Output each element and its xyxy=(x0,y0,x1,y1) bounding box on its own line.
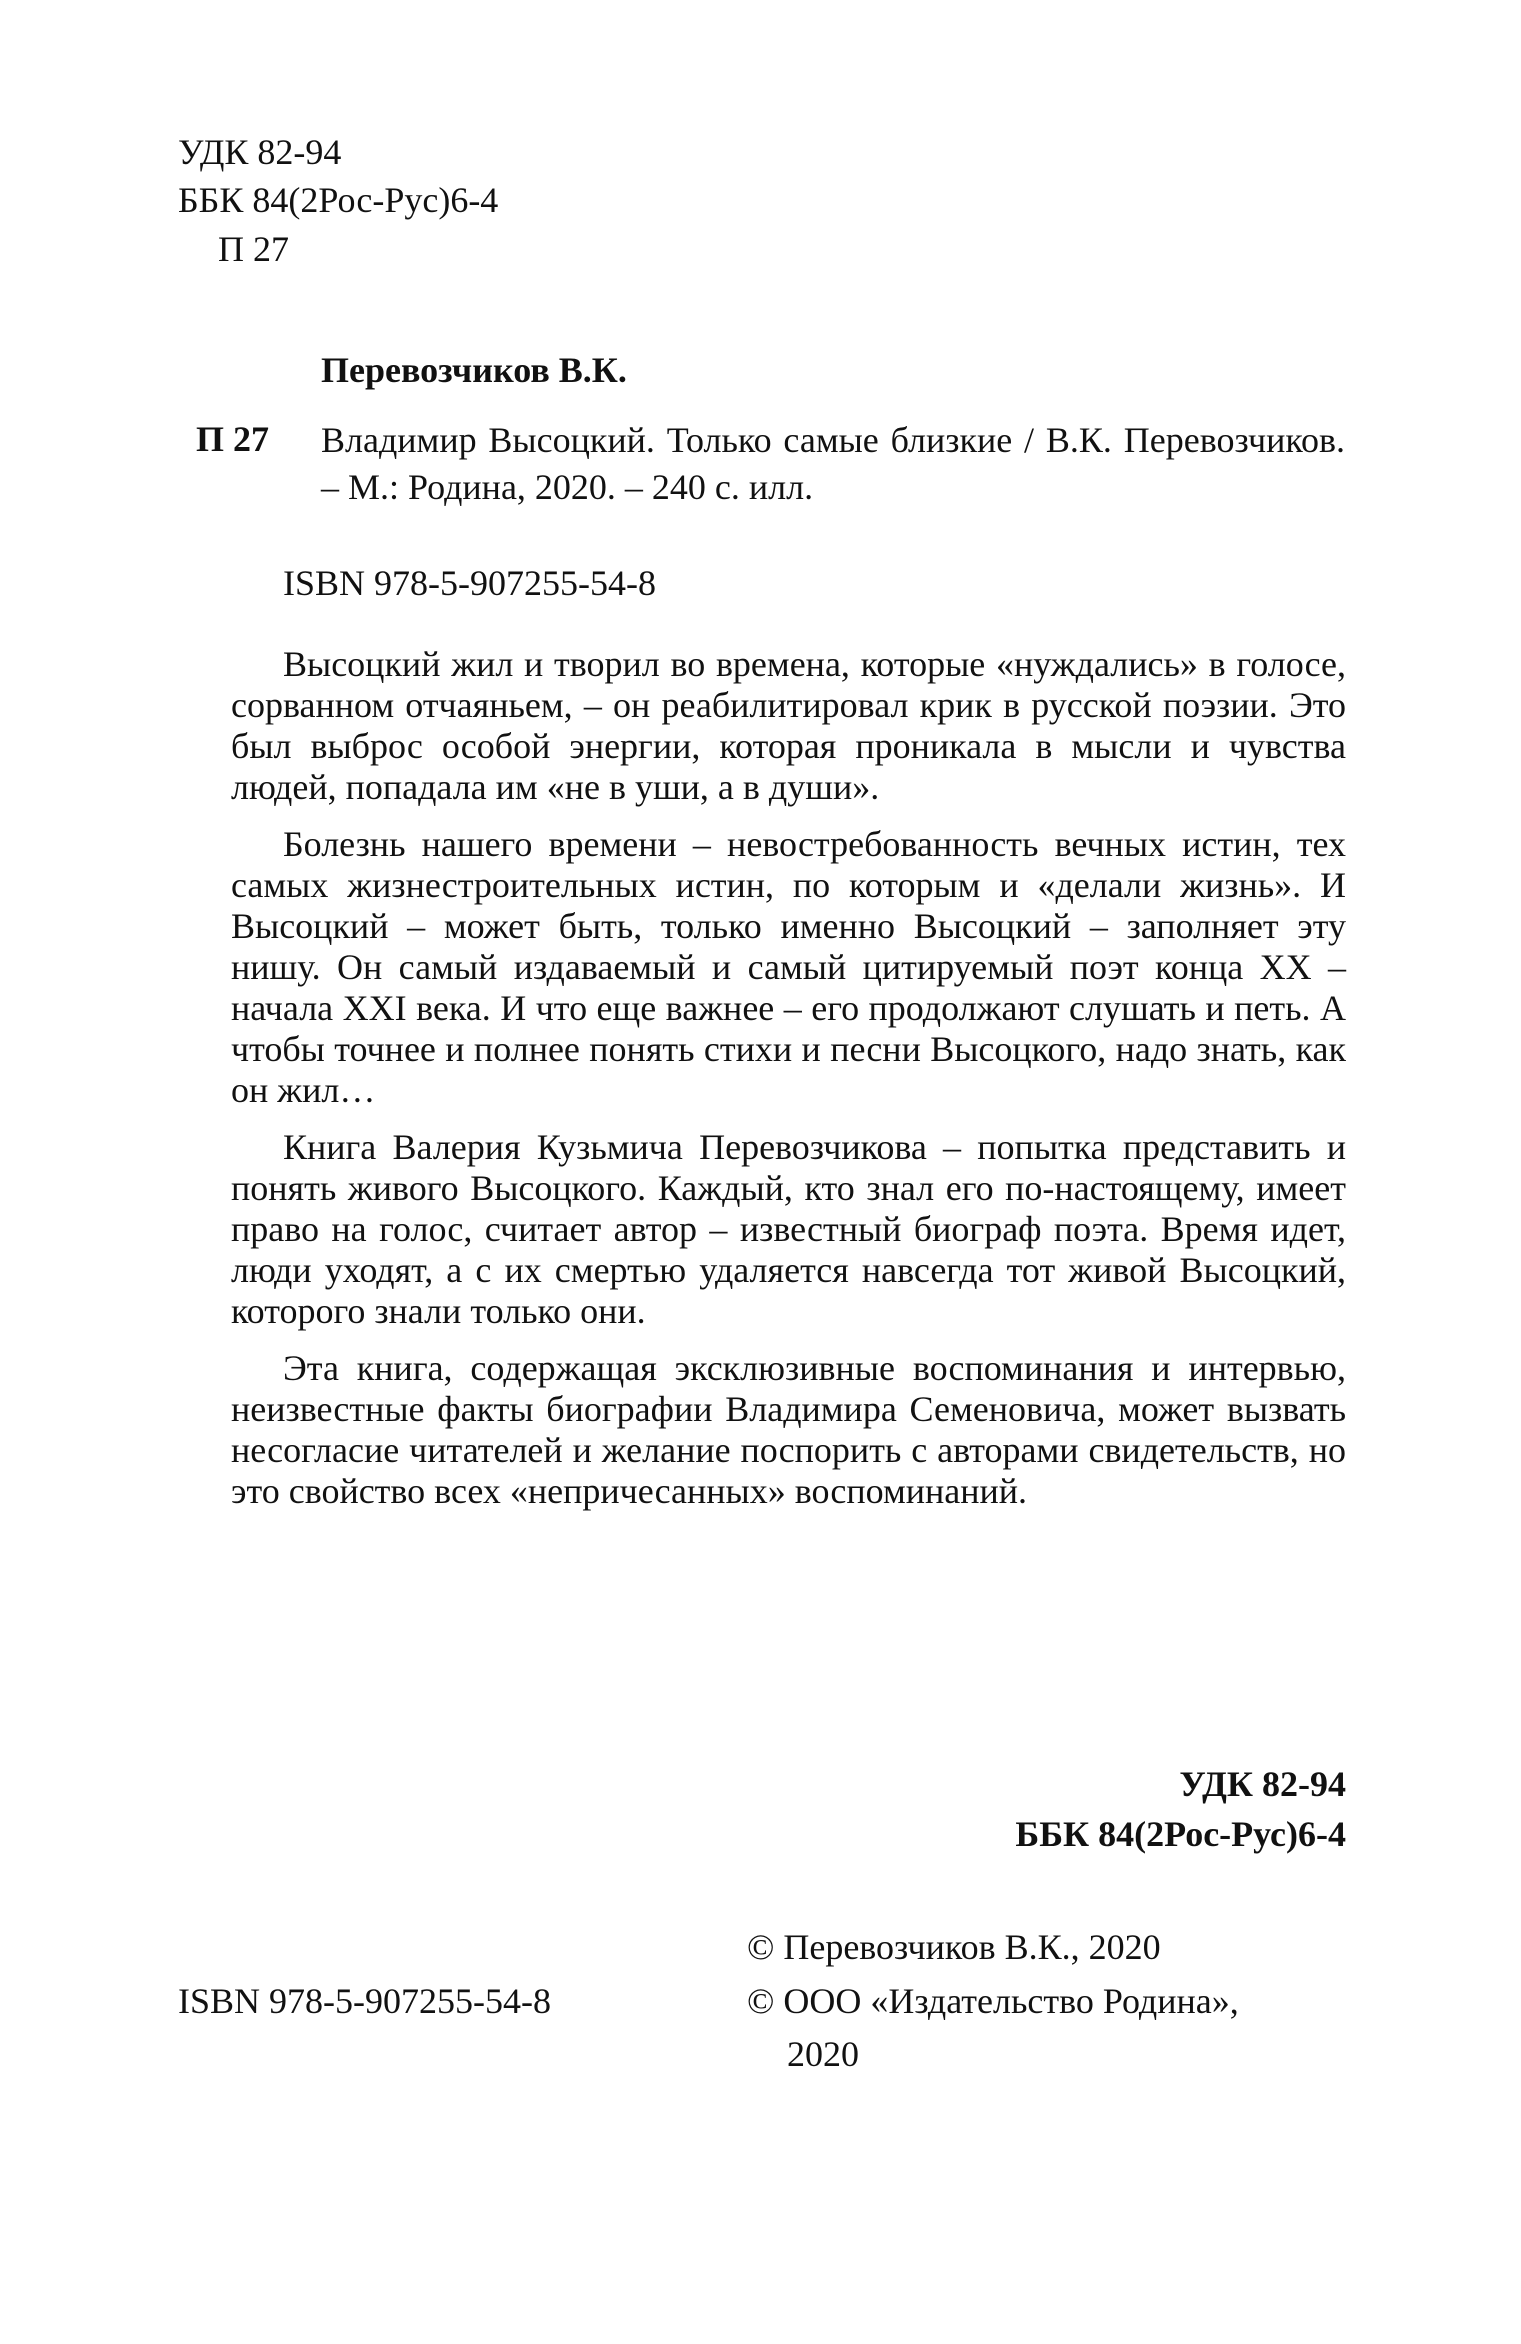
author-mark: П 27 xyxy=(218,229,289,269)
annotation-paragraph: Книга Валерия Кузьмича Перевозчикова – попытка представить и понять живого Высоцкого. Каждый, кто знал его по-настоящему, имеет право на голос, считает автор – известный биограф поэта. Время идет, люди уходят, а с их смертью удаляется навсегда тот живой Высоцкий, которого знали только они. xyxy=(231,1127,1346,1331)
isbn-bottom: ISBN 978-5-907255-54-8 xyxy=(178,1981,551,2021)
bibliographic-entry: Владимир Высоцкий. Только самые близкие / В.К. Перевозчиков. – М.: Родина, 2020. – 240 с. илл. xyxy=(321,420,1345,507)
annotation-paragraph: Болезнь нашего времени – невостребованность вечных истин, тех самых жизнестроительных истин, по которым и «делали жизнь». И Высоцкий – может быть, только именно Высоцкий – заполняет эту нишу. Он самый издаваемый и самый цитируемый поэт конца XX – начала XXI века. И что еще важнее – его продолжают слушать и петь. А чтобы точнее и полнее понять стихи и песни Высоцкого, надо знать, как он жил… xyxy=(231,824,1346,1110)
udk-code-bottom: УДК 82-94 xyxy=(1179,1764,1346,1804)
copyright-publisher: © ООО «Издательство Родина», xyxy=(747,1981,1239,2021)
isbn: ISBN 978-5-907255-54-8 xyxy=(283,563,656,603)
bbk-code-bottom: ББК 84(2Рос-Рус)6-4 xyxy=(1015,1814,1346,1854)
annotation xyxy=(231,644,1346,1528)
bbk-code: ББК 84(2Рос-Рус)6-4 xyxy=(178,180,499,220)
author-mark-bold: П 27 xyxy=(196,419,270,459)
copyright-year: 2020 xyxy=(787,2034,859,2074)
copyright-author: © Перевозчиков В.К., 2020 xyxy=(747,1927,1161,1967)
annotation-paragraph: Эта книга, содержащая эксклюзивные воспоминания и интервью, неизвестные факты биографии Владимира Семеновича, может вызвать несогласие читателей и желание поспорить с авторами свидетельств, но это свойство всех «непричесанных» воспоминаний. xyxy=(231,1348,1346,1511)
annotation-paragraph: Высоцкий жил и творил во времена, которые «нуждались» в голосе, сорванном отчаяньем, – он реабилитировал крик в русской поэзии. Это был выброс особой энергии, которая проникала в мысли и чувства людей, попадала им «не в уши, а в души». xyxy=(231,644,1346,807)
udk-code: УДК 82-94 xyxy=(178,132,342,172)
author-name: Перевозчиков В.К. xyxy=(321,350,627,390)
